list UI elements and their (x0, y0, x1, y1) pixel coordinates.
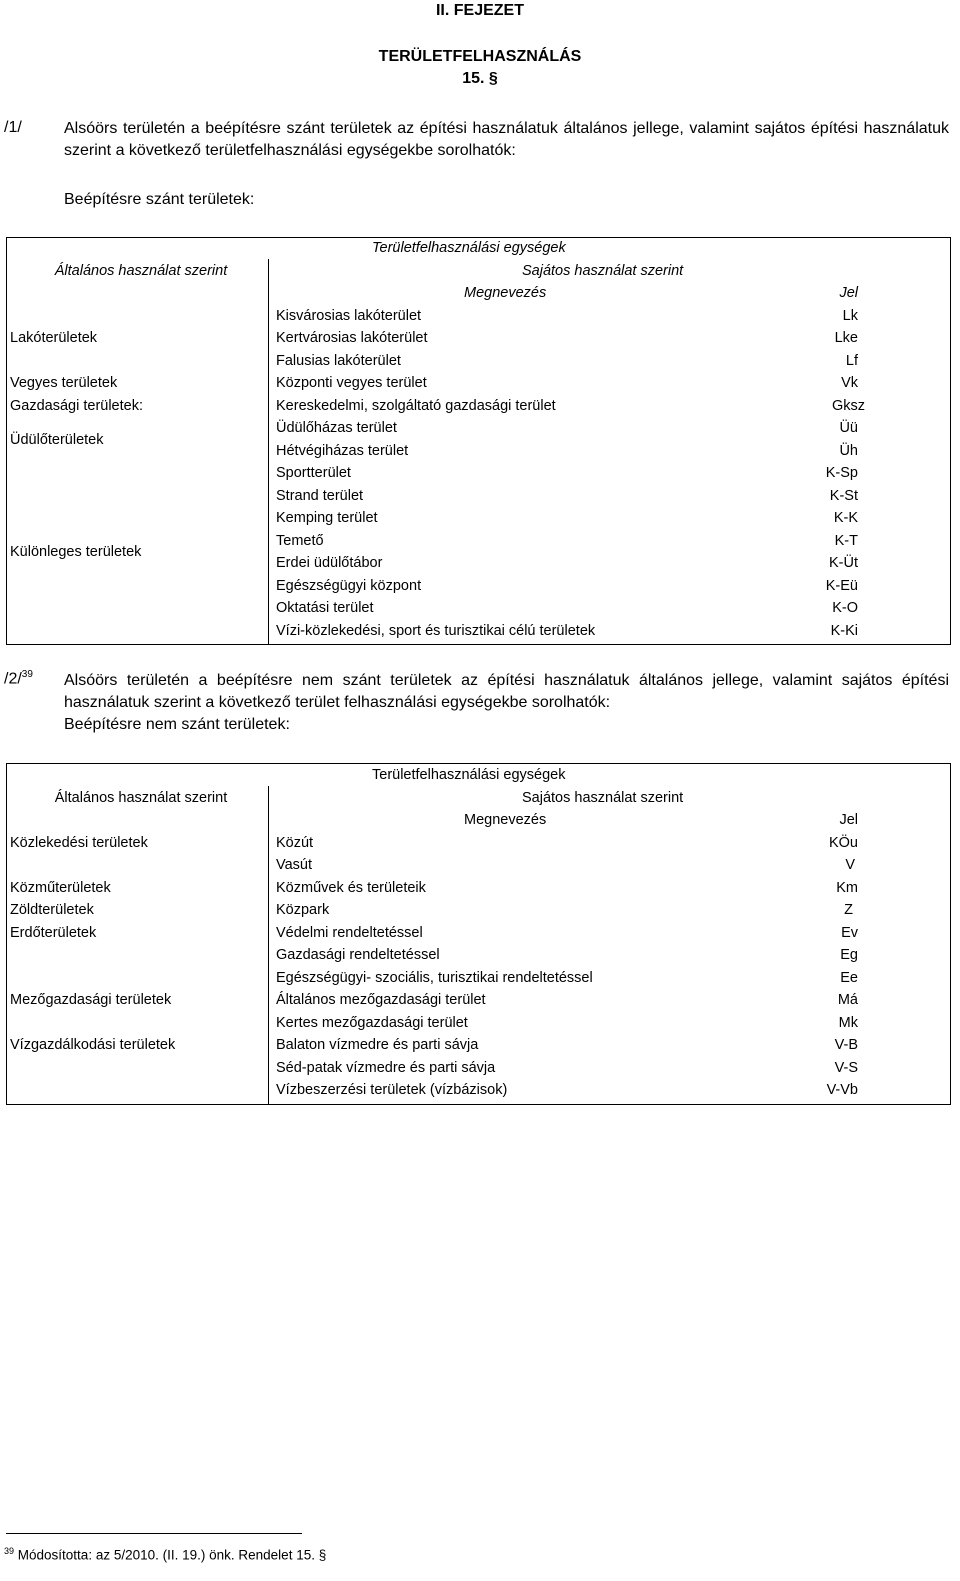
table1-group-general: Vegyes területek (10, 375, 118, 392)
table-row (6, 877, 951, 900)
paragraph-1-number: /1/ (4, 119, 22, 136)
table1-row-code: Üü (839, 420, 858, 437)
table2-row-code: V-Vb (826, 1082, 858, 1099)
table1-header-specific: Sajátos használat szerint (522, 262, 684, 279)
table2-row-general (6, 967, 272, 990)
table2-row-general: Vízgazdálkodási területek (10, 1037, 176, 1054)
table1-row-code: Lf (845, 352, 858, 369)
table1-row-name: Strand terület (276, 487, 364, 504)
table2-row-name: Kertes mezőgazdasági terület (276, 1014, 468, 1031)
footnote (4, 1546, 326, 1563)
table-row (6, 944, 951, 967)
table2-row-code: Z (844, 902, 853, 919)
table2-row-general: Zöldterületek (10, 902, 94, 919)
table1-row-code: K-Üt (829, 555, 858, 572)
table2-row-general: Mezőgazdasági területek (10, 992, 172, 1009)
table2-row-name: Egészségügyi- szociális, turisztikai rendeltetéssel (276, 969, 593, 986)
table1-header-name: Megnevezés (464, 285, 547, 302)
table2-row-code: V-B (834, 1037, 858, 1054)
table2-row-name: Általános mezőgazdasági terület (276, 992, 486, 1009)
table1-row-name: Kisvárosias lakóterület (276, 307, 422, 324)
table-row (6, 1079, 951, 1102)
table1-group-general: Különleges területek (10, 544, 142, 560)
table1-row-name: Sportterület (276, 465, 351, 482)
table-row (6, 832, 951, 855)
land-use-table-nonbuilt (6, 764, 951, 1102)
table-row (6, 1057, 951, 1080)
table-row (6, 1034, 951, 1057)
table1-row-name: Temető (276, 532, 324, 549)
table1-header-top: Területfelhasználási egységek (372, 240, 566, 257)
table2-row-code: V-S (834, 1059, 858, 1076)
table2-header-top: Területfelhasználási egységek (372, 767, 566, 784)
table1-row-name: Központi vegyes terület (276, 375, 427, 392)
table-row (6, 899, 951, 922)
table-row (6, 417, 951, 440)
table1-row-code: K-St (829, 487, 858, 504)
paragraph-1-subheading: Beépítésre szánt területek: (64, 191, 255, 208)
table-row (6, 854, 951, 877)
paragraph-2-text: Alsóörs területén a beépítésre nem szánt területek az építési használatuk általános jellege, valamint sajátos építési használatuk szerint a következő terület felhasználási egységekbe sorolhatók: (64, 672, 949, 711)
table1-row-name: Kertvárosias lakóterület (276, 330, 428, 347)
table1-group-general: Üdülőterületek (10, 431, 104, 448)
table1-row-code: K-Sp (825, 465, 858, 482)
table2-row-name: Közpark (276, 902, 330, 919)
table2-header-specific: Sajátos használat szerint (522, 789, 684, 806)
table-row (6, 372, 951, 395)
table2-header-code: Jel (839, 812, 858, 829)
table1-row-name: Üdülőházas terület (276, 420, 397, 437)
table1-header-code: Jel (839, 285, 858, 302)
table1-row-name: Kereskedelmi, szolgáltató gazdasági terület (276, 397, 556, 414)
table-row (6, 305, 951, 328)
table2-row-code: V (845, 857, 855, 874)
table2-row-general (6, 854, 272, 877)
paragraph-1-text: Alsóörs területén a beépítésre szánt területek az építési használatuk általános jellege, valamint sajátos építési használatuk szerint a következő területfelhasználási egységekbe sorolhatók: (64, 120, 949, 159)
chapter-heading: II. FEJEZET (435, 2, 524, 19)
table1-row-name: Kemping terület (276, 510, 378, 527)
table2-row-general: Közműterületek (10, 879, 111, 896)
table2-row-general (6, 1057, 272, 1080)
table-row (6, 395, 951, 418)
table1-row-code: Gksz (831, 397, 865, 414)
table-row (6, 989, 951, 1012)
table-row (6, 462, 951, 485)
table1-row-code: Vk (841, 375, 858, 392)
table2-row-code: Má (837, 992, 858, 1009)
table2-row-general: Közlekedési területek (10, 834, 148, 851)
table-row (6, 922, 951, 945)
table2-row-general (6, 944, 272, 967)
table-row (6, 967, 951, 990)
land-use-table-built (6, 237, 951, 642)
table1-row-name: Vízi-közlekedési, sport és turisztikai célú területek (276, 622, 596, 639)
table2-row-name: Vasút (276, 857, 313, 874)
table-row (6, 1012, 951, 1035)
table1-row-name: Falusias lakóterület (276, 352, 401, 369)
table1-row-name: Hétvégiházas terület (276, 442, 409, 459)
table2-row-name: Közművek és területeik (276, 879, 426, 896)
table1-row-name: Oktatási terület (276, 600, 374, 617)
paragraph-2-number-text: /2/ (4, 670, 22, 688)
table2-row-name: Balaton vízmedre és parti sávja (276, 1037, 479, 1054)
table2-row-name: Vízbeszerzési területek (vízbázisok) (276, 1082, 508, 1099)
table1-group-general: Lakóterületek (10, 330, 98, 347)
table2-row-code: Eg (840, 947, 858, 964)
table2-row-code: Mk (838, 1014, 858, 1031)
table1-group-general: Gazdasági területek: (10, 397, 143, 414)
table2-row-general (6, 1012, 272, 1035)
table1-row-code: Lke (834, 330, 858, 347)
table1-row-code: K-T (834, 532, 858, 549)
table2-row-code: Ee (840, 969, 858, 986)
table1-row-name: Erdei üdülőtábor (276, 555, 383, 572)
table1-row-code: K-K (833, 510, 858, 527)
footnote-text: Módosította: az 5/2010. (II. 19.) önk. Rendelet 15. § (17, 1547, 327, 1563)
table2-row-name: Közút (276, 834, 314, 851)
table2-row-general (6, 1079, 272, 1102)
table2-row-code: Ev (841, 924, 858, 941)
section-heading: 15. § (462, 70, 498, 87)
footnote-divider (6, 1533, 302, 1534)
footnote-number: 39 (4, 1546, 15, 1556)
table1-row-code: K-O (832, 600, 858, 617)
table2-row-name: Védelmi rendeltetéssel (276, 924, 423, 941)
table2-row-code: Km (836, 879, 858, 896)
table2-header-name: Megnevezés (464, 812, 547, 829)
table1-row-code: K-Ki (830, 622, 858, 639)
table2-row-name: Gazdasági rendeltetéssel (276, 947, 440, 964)
table2-row-name: Séd-patak vízmedre és parti sávja (276, 1059, 496, 1076)
table2-row-general: Erdőterületek (10, 924, 97, 941)
table1-row-code: Üh (839, 442, 858, 459)
table1-header-general: Általános használat szerint (54, 262, 228, 279)
footnote-reference: 39 (21, 669, 33, 680)
table2-header-general: Általános használat szerint (54, 789, 228, 806)
table2-row-code: KÖu (828, 834, 858, 851)
title-heading: TERÜLETFELHASZNÁLÁS (378, 48, 582, 65)
table1-row-name: Egészségügyi központ (276, 577, 422, 594)
table1-row-code: Lk (842, 307, 858, 324)
table1-row-code: K-Eü (825, 577, 858, 594)
paragraph-2-subheading: Beépítésre nem szánt területek: (64, 716, 290, 733)
paragraph-2-number (4, 669, 33, 688)
